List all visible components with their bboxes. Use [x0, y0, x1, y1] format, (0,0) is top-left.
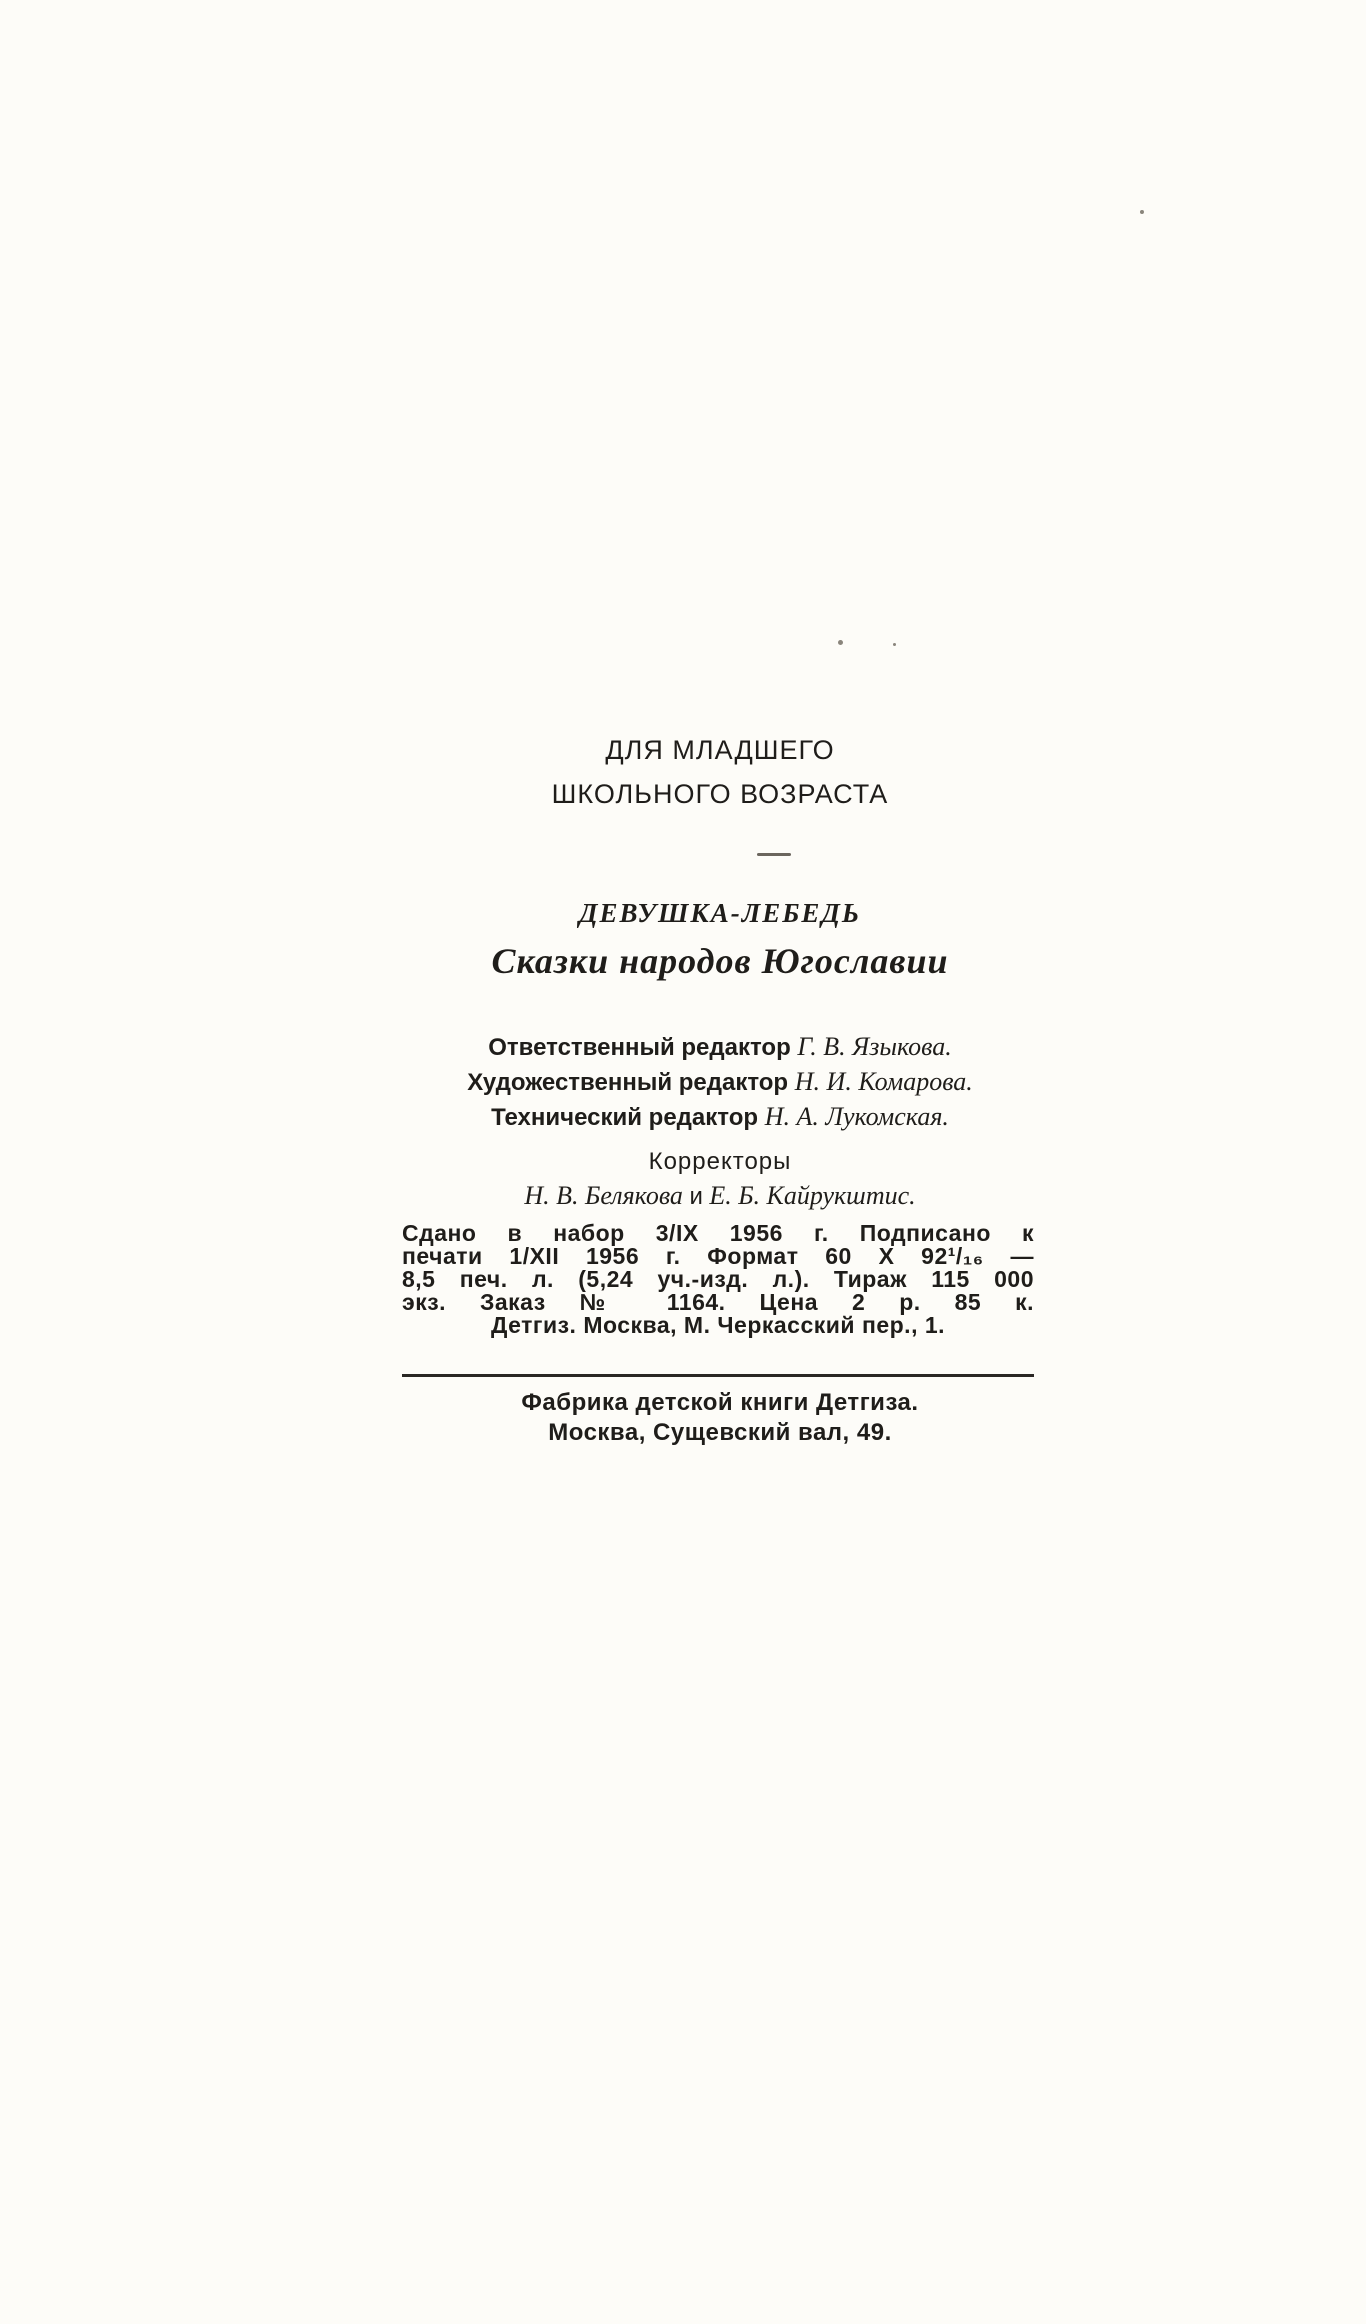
- credit-row-responsible-editor: [400, 1030, 1040, 1065]
- corrector-name-1: Н. В. Белякова: [524, 1181, 683, 1210]
- paper-speck: [838, 640, 843, 645]
- imprint-block: [402, 1222, 1034, 1337]
- correctors-names: [400, 1179, 1040, 1214]
- credit-role: Технический редактор: [491, 1104, 759, 1131]
- age-group-line-2: ШКОЛЬНОГО ВОЗРАСТА: [551, 779, 889, 809]
- paper-speck: [893, 643, 896, 646]
- separator-dash: [757, 853, 791, 856]
- imprint-line-1: Сдано в набор 3/IX 1956 г. Подписано к: [402, 1220, 1034, 1246]
- imprint-line-2: печати 1/XII 1956 г. Формат 60 X 92¹/₁₆ —: [402, 1243, 1034, 1269]
- factory-line-1: Фабрика детской книги Детгиза.: [521, 1389, 919, 1416]
- credit-row-technical-editor: [400, 1100, 1040, 1135]
- credit-name: Н. А. Лукомская.: [764, 1102, 949, 1131]
- credit-name: Н. И. Комарова.: [794, 1067, 973, 1096]
- corrector-name-2: Е. Б. Кайрукштис.: [709, 1181, 916, 1210]
- imprint-line-4: экз. Заказ № 1164. Цена 2 р. 85 к.: [402, 1289, 1034, 1315]
- factory-block: [400, 1388, 1040, 1448]
- credit-name: Г. В. Языкова.: [797, 1032, 952, 1061]
- age-group: [400, 728, 1040, 816]
- corrector-conjunction: и: [689, 1183, 703, 1210]
- credit-row-art-editor: [400, 1065, 1040, 1100]
- factory-line-2: Москва, Сущевский вал, 49.: [548, 1419, 892, 1446]
- book-title: ДЕВУШКА-ЛЕБЕДЬ: [579, 898, 861, 928]
- paper-speck: [1140, 210, 1144, 214]
- age-group-line-1: ДЛЯ МЛАДШЕГО: [605, 735, 835, 765]
- imprint-line-3: 8,5 печ. л. (5,24 уч.-изд. л.). Тираж 115 000: [402, 1266, 1034, 1292]
- credit-role: Ответственный редактор: [488, 1034, 791, 1061]
- credit-role: Художественный редактор: [467, 1069, 789, 1096]
- credits: [400, 1030, 1040, 1214]
- imprint-line-5: Детгиз. Москва, М. Черкасский пер., 1.: [490, 1312, 946, 1338]
- book-subtitle: Сказки народов Югославии: [491, 941, 949, 981]
- correctors-label: Корректоры: [648, 1148, 792, 1175]
- horizontal-rule: [402, 1374, 1034, 1377]
